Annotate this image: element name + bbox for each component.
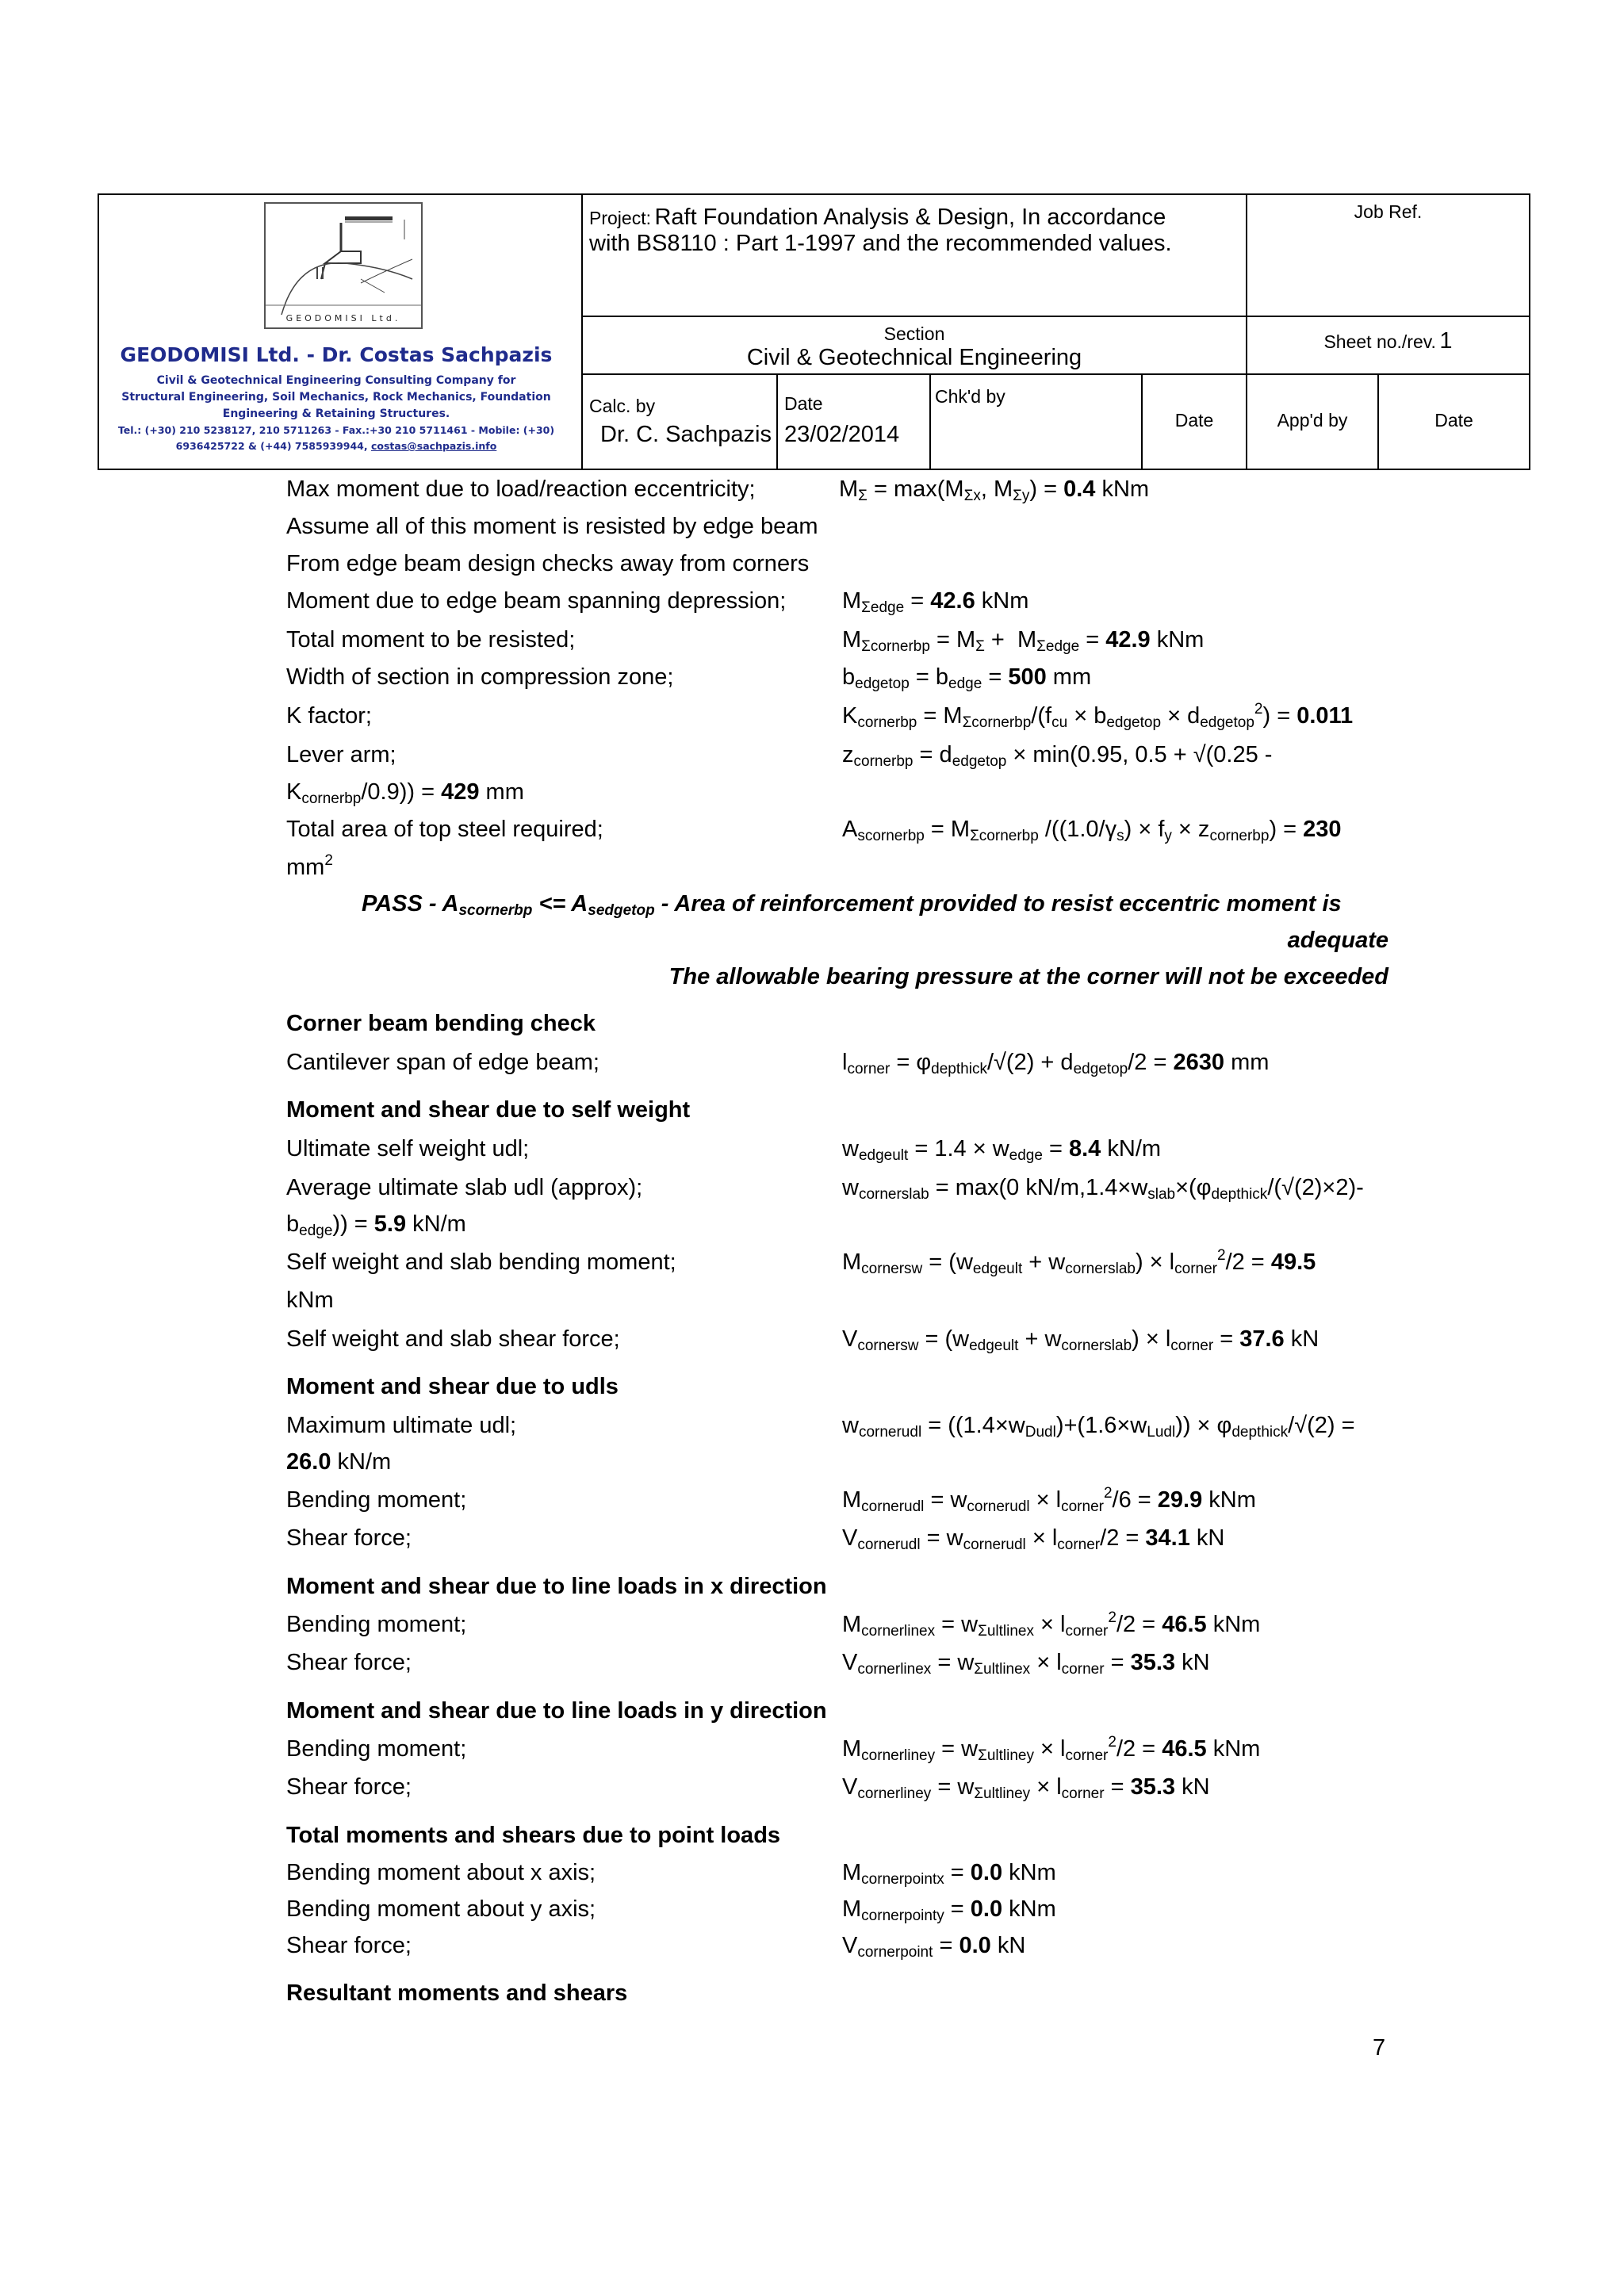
- avg-slab-label: Average ultimate slab udl (approx);: [286, 1175, 643, 1200]
- area-formula: $A_{scornerbp} = M_{\Sigma cornerbp}$ $/((1.0/\gamma_s) \times f_y \times z_{cornerbp}) = 230$: [842, 817, 1342, 844]
- pass-line-1: PASS - $A_{scornerbp} <= A_{sedgetop}$ - Area of reinforcement provided to resist eccentric moment is: [362, 891, 1342, 919]
- date3-label: Date: [1434, 410, 1473, 430]
- company-name: GEODOMISI Ltd. - Dr. Costas Sachpazis: [120, 343, 553, 366]
- total-moment-formula: $M_{\Sigma cornerbp} = M_\Sigma + M_{\Sigma edge} = 42.9$ kNm: [842, 627, 1205, 655]
- pass-line-2: adequate: [1287, 928, 1388, 953]
- sheet-label: Sheet no./rev.: [1323, 331, 1436, 352]
- y-sf-value: 35.3: [1130, 1774, 1176, 1800]
- date2-label: Date: [1174, 410, 1214, 430]
- y-sf-formula: $V_{cornerliney} = w_{\Sigma ultliney} \times l_{corner} = 35.3$ kN: [842, 1774, 1210, 1802]
- project-text-2: with BS8110 : Part 1-1997 and the recommended values.: [589, 231, 1172, 256]
- pass-line-3: The allowable bearing pressure at the corner will not be exceeded: [668, 964, 1388, 989]
- sw-bm-unit: kNm: [286, 1288, 334, 1313]
- avg-slab-formula-2: $b_{edge})) = 5.9$ kN/m: [286, 1211, 466, 1239]
- udl-heading: Moment and shear due to udls: [286, 1374, 619, 1399]
- y-sf-label: Shear force;: [286, 1774, 412, 1800]
- frame-left: [98, 193, 99, 470]
- pt-bmx-formula: $M_{cornerpointx} = 0.0$ kNm: [842, 1860, 1056, 1888]
- width-value: 500: [1008, 664, 1047, 690]
- moment-edge-formula: $M_{\Sigma edge} = 42.6$ kNm: [842, 588, 1029, 616]
- frame-right: [1529, 193, 1530, 470]
- k-value: 0.011: [1297, 703, 1354, 729]
- company-email-link[interactable]: costas@sachpazis.info: [370, 440, 497, 452]
- pt-sf-formula: $V_{cornerpoint} = 0.0$ kN: [842, 1933, 1026, 1961]
- max-moment-label: Max moment due to load/reaction eccentricity;: [286, 476, 756, 502]
- retaining-wall-diagram: [266, 204, 421, 315]
- ult-sw-formula: $w_{edgeult} = 1.4 \times w_{edge} = 8.4$ kN/m: [842, 1136, 1162, 1164]
- cantilever-label: Cantilever span of edge beam;: [286, 1050, 599, 1075]
- pt-sf-value: 0.0: [959, 1933, 991, 1958]
- lever-value: 429: [441, 779, 480, 805]
- moment-edge-value: 42.6: [930, 588, 975, 614]
- lever-formula-1: $z_{cornerbp} = d_{edgetop} \times \min(0.95$, 0.5 + √(0.25 -: [842, 742, 1273, 770]
- divider-row1: [581, 316, 1530, 317]
- sw-sf-formula: $V_{cornersw} = (w_{edgeult} + w_{cornerslab}) \times l_{corner} = 37.6$ kN: [842, 1326, 1320, 1354]
- max-udl-label: Maximum ultimate udl;: [286, 1413, 517, 1438]
- company-tagline-1: Civil & Geotechnical Engineering Consulting Company for: [156, 374, 516, 387]
- k-label: K factor;: [286, 703, 372, 729]
- ult-sw-value: 8.4: [1069, 1136, 1101, 1161]
- avg-slab-formula-1: $w_{cornerslab} = \max(0$ $kN/m,1.4\times w_{slab}\times(\varphi_{depthick}/(√(2)\times 2)-$: [842, 1175, 1364, 1203]
- x-bm-formula: $M_{cornerlinex} = w_{\Sigma ultlinex} \times l_{corner}^2/2 = 46.5$ kNm: [842, 1609, 1261, 1640]
- calc-by-value: Dr. C. Sachpazis: [600, 422, 772, 447]
- company-tagline-2: Structural Engineering, Soil Mechanics, Rock Mechanics, Foundation: [121, 391, 551, 404]
- x-bm-label: Bending moment;: [286, 1612, 467, 1637]
- y-bm-value: 46.5: [1162, 1736, 1207, 1762]
- udl-sf-label: Shear force;: [286, 1525, 412, 1551]
- udl-bm-formula: $M_{cornerudl} = w_{cornerudl} \times l_{corner}^2/6 = 29.9$ kNm: [842, 1485, 1256, 1515]
- frame-top: [98, 193, 1530, 195]
- max-udl-formula: $w_{cornerudl} = ((1.4\times w_{Dudl})+(1.6\times w_{Ludl})) \times \varphi_{depthick}/√(2)$ =: [842, 1413, 1355, 1441]
- company-logo: [264, 202, 423, 329]
- sw-sf-label: Self weight and slab shear force;: [286, 1326, 620, 1352]
- date-value: 23/02/2014: [784, 422, 900, 447]
- x-sf-formula: $V_{cornerlinex} = w_{\Sigma ultlinex} \times l_{corner} = 35.3$ kN: [842, 1650, 1210, 1678]
- project-label: Project:: [589, 208, 651, 228]
- udl-bm-label: Bending moment;: [286, 1487, 467, 1513]
- cantilever-formula: $l_{corner} = \varphi_{depthick}/√(2) + d_{edgetop}/2 = 2630$ mm: [842, 1050, 1270, 1077]
- job-ref-label: Job Ref.: [1354, 201, 1423, 222]
- total-moment-label: Total moment to be resisted;: [286, 627, 576, 652]
- project-text-1: Raft Foundation Analysis & Design, In accordance: [654, 205, 1166, 230]
- assume-text: Assume all of this moment is resisted by edge beam: [286, 514, 818, 539]
- lever-formula-2: $K_{cornerbp}/0.9)) = 429$ mm: [286, 779, 524, 807]
- header-table: [98, 193, 1530, 470]
- logo-caption: GEODOMISI Ltd.: [285, 313, 401, 323]
- area-value: 230: [1303, 817, 1342, 842]
- company-contact-phones: 6936425722 & (+44) 7585939944,: [175, 440, 371, 452]
- moment-edge-label: Moment due to edge beam spanning depression;: [286, 588, 787, 614]
- area-label: Total area of top steel required;: [286, 817, 603, 842]
- pt-bmy-label: Bending moment about y axis;: [286, 1896, 596, 1922]
- lever-label: Lever arm;: [286, 742, 396, 767]
- section-label: Section: [883, 323, 945, 344]
- x-heading: Moment and shear due to line loads in x direction: [286, 1574, 827, 1599]
- company-contact-2: [102, 439, 570, 453]
- res-heading: Resultant moments and shears: [286, 1980, 628, 2006]
- sw-bm-value: 49.5: [1270, 1249, 1316, 1275]
- sw-bm-label: Self weight and slab bending moment;: [286, 1249, 676, 1275]
- max-moment-value: 0.4: [1063, 476, 1096, 502]
- y-bm-label: Bending moment;: [286, 1736, 467, 1762]
- divider-calc: [776, 373, 778, 470]
- sw-bm-formula: $M_{cornersw} = (w_{edgeult} + w_{cornerslab}) \times l_{corner}^2/2 = 49.5$: [842, 1247, 1316, 1277]
- ult-sw-label: Ultimate self weight udl;: [286, 1136, 530, 1161]
- width-formula: $b_{edgetop} = b_{edge} = 500$ mm: [842, 664, 1092, 692]
- divider-date: [929, 373, 931, 470]
- date-label: Date: [784, 393, 823, 414]
- sheet-cell: [1247, 328, 1529, 354]
- from-edge-text: From edge beam design checks away from corners: [286, 551, 810, 576]
- x-sf-value: 35.3: [1130, 1650, 1176, 1675]
- cantilever-value: 2630: [1173, 1050, 1225, 1075]
- max-udl-value: 26.0: [286, 1449, 331, 1475]
- corner-heading: Corner beam bending check: [286, 1011, 596, 1036]
- calc-by-label: Calc. by: [589, 396, 656, 416]
- divider-row2: [581, 373, 1530, 375]
- pt-sf-label: Shear force;: [286, 1933, 412, 1958]
- pt-heading: Total moments and shears due to point loads: [286, 1823, 781, 1848]
- appd-by-label: App'd by: [1277, 410, 1348, 430]
- section-value: Civil & Geotechnical Engineering: [746, 345, 1082, 370]
- pt-bmy-value: 0.0: [970, 1896, 1003, 1922]
- udl-sf-value: 34.1: [1145, 1525, 1190, 1551]
- y-heading: Moment and shear due to line loads in y direction: [286, 1698, 827, 1724]
- page-number: 7: [1373, 2035, 1386, 2061]
- avg-slab-value: 5.9: [373, 1211, 407, 1237]
- width-label: Width of section in compression zone;: [286, 664, 674, 690]
- sheet-value: 1: [1439, 328, 1453, 354]
- y-bm-formula: $M_{cornerliney} = w_{\Sigma ultliney} \times l_{corner}^2/2 = 46.5$ kNm: [842, 1734, 1261, 1764]
- chkd-by-label: Chk'd by: [935, 386, 1005, 407]
- frame-bottom: [98, 469, 1530, 470]
- company-contact-1: Tel.: (+30) 210 5238127, 210 5711263 - Fax.:+30 210 5711461 - Mobile: (+30): [117, 424, 555, 436]
- sw-heading: Moment and shear due to self weight: [286, 1097, 691, 1123]
- area-unit: $mm^2$: [286, 852, 333, 880]
- sw-sf-value: 37.6: [1239, 1326, 1285, 1352]
- total-moment-value: 42.9: [1105, 627, 1151, 652]
- pass-line-1-text: - Area of reinforcement provided to resist eccentric moment is: [654, 891, 1342, 916]
- x-sf-label: Shear force;: [286, 1650, 412, 1675]
- k-formula: $K_{cornerbp} = M_{\Sigma cornerbp}/(f_{cu} \times b_{edgetop} \times d_{edgetop}^2) = 0.011$: [842, 701, 1354, 731]
- udl-sf-formula: $V_{cornerudl} = w_{cornerudl} \times l_{corner}/2 = 34.1$ kN: [842, 1525, 1225, 1553]
- company-tagline-3: Engineering & Retaining Structures.: [222, 408, 450, 420]
- pt-bmx-value: 0.0: [970, 1860, 1003, 1885]
- max-moment-formula: $M_\Sigma = \max(M_{\Sigma x}$, $M_{\Sigma y}) = 0.4$ kNm: [839, 476, 1150, 504]
- udl-bm-value: 29.9: [1157, 1487, 1203, 1513]
- pt-bmy-formula: $M_{cornerpointy} = 0.0$ kNm: [842, 1896, 1056, 1924]
- max-udl-result: 26.0 kN/m: [286, 1449, 392, 1475]
- project-cell: [589, 205, 1239, 257]
- pt-bmx-label: Bending moment about x axis;: [286, 1860, 596, 1885]
- x-bm-value: 46.5: [1162, 1612, 1207, 1637]
